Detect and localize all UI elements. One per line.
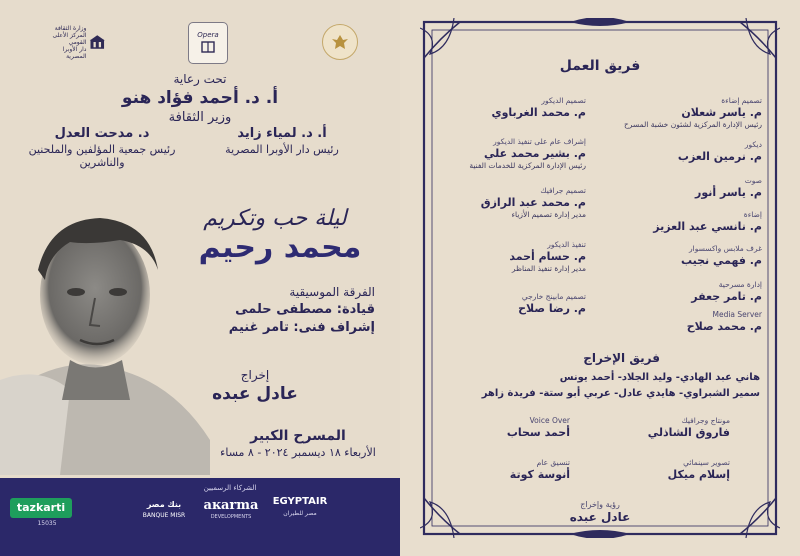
crew-desc: مدير إدارة تنفيذ المناظر [511, 264, 586, 273]
co-patron-role: رئيس جمعية المؤلفين والملحنين والناشرين [28, 143, 176, 169]
crew-item [597, 176, 762, 199]
directing-item [580, 416, 730, 439]
venue-block [208, 428, 388, 459]
crew-role: Media Server [712, 310, 762, 319]
crew-role: إضاءة [743, 210, 762, 219]
venue-date: الأربعاء ١٨ ديسمبر ٢٠٢٤ - ٨ مساء [220, 446, 376, 459]
culture-logo-line2: المركز الأعلى القومي [52, 31, 87, 46]
band-conductor: قيادة: مصطفى حلمى [235, 302, 375, 317]
eagle-shape-icon [330, 32, 350, 52]
crew-item [421, 186, 586, 219]
egyptair-logo: EGYPTAIR [272, 496, 328, 507]
crew-desc: مدير إدارة تصميم الأزياء [511, 210, 586, 219]
crew-name: م. محمد الغرباوي [491, 106, 586, 119]
co-patron-society [12, 126, 192, 169]
crew-name: م. محمد صلاح [686, 320, 762, 333]
opera-logo [188, 22, 228, 64]
final-credit-name: عادل عبده [569, 510, 631, 524]
crew-item [597, 310, 762, 333]
directing-item [420, 458, 570, 481]
co-patron-role: رئيس دار الأوبرا المصرية [225, 143, 339, 156]
directing-role: تصوير سينمائي [683, 458, 730, 467]
crew-item [421, 137, 586, 170]
crew-title: فريق العمل [559, 58, 641, 74]
opera-logo-label: Opera [197, 30, 219, 39]
directing-title: فريق الإخراج [583, 351, 660, 365]
crew-name: م. حسام أحمد [509, 250, 586, 263]
directing-name: إسلام ميكل [667, 468, 730, 481]
crew-name: م. تامر جعفر [691, 290, 762, 303]
venue-name: المسرح الكبير [250, 428, 346, 444]
final-credit [420, 500, 780, 524]
directing-name: أنوسة كوتة [509, 468, 570, 481]
directing-line: هاني عبد الهادي- وليد الجلاد- أحمد يونس [559, 372, 760, 383]
directing-name: أحمد سحاب [506, 426, 570, 439]
crew-role: ديكور [744, 140, 762, 149]
logo-bar [0, 18, 400, 68]
patron-block [0, 72, 400, 125]
band-label: الفرقة الموسيقية [289, 285, 375, 299]
crew-item [597, 140, 762, 163]
co-patron-name: د. مدحت العدل [54, 126, 150, 141]
patron-name: أ. د. أحمد فؤاد هنو [121, 88, 279, 108]
crew-name: م. نانسي عبد العزيز [653, 220, 762, 233]
crew-name: م. فهمي نجيب [680, 254, 762, 267]
crew-desc: رئيس الإدارة المركزية لشئون خشبة المسرح [623, 120, 762, 129]
direction-block [195, 368, 315, 404]
crew-role: إشراف عام على تنفيذ الديكور [493, 137, 586, 146]
crew-name: م. بشير محمد علي [484, 147, 586, 160]
egypt-eagle-icon [322, 24, 358, 60]
crew-role: صوت [744, 176, 762, 185]
crew-desc: رئيس الإدارة المركزية للخدمات الفنية [469, 161, 586, 170]
crew-item [597, 280, 762, 303]
tazkarti-logo: tazkarti [10, 498, 72, 518]
final-credit-role: رؤية وإخراج [580, 500, 620, 509]
ministry-culture-logo [46, 22, 106, 62]
crew-role: تصميم إضاءة [721, 96, 762, 105]
banque-misr-logo: BANQUE MISR [142, 512, 186, 519]
crew-item [597, 210, 762, 233]
crew-item [421, 240, 586, 273]
crew-role: تنفيذ الديكور [547, 240, 586, 249]
directing-item [420, 416, 570, 439]
crew-role: إدارة مسرحية [718, 280, 762, 289]
crew-item [597, 244, 762, 267]
directing-role: Voice Over [529, 416, 570, 425]
sponsor-footer [0, 478, 400, 556]
directing-role: مونتاج وجرافيك [681, 416, 730, 425]
crew-item [597, 96, 762, 129]
crew-name: م. ياسر أنور [695, 186, 762, 199]
banque-misr-arabic: بنك مصر [146, 500, 182, 509]
band-block [190, 285, 375, 335]
crew-name: م. نرمين العزب [677, 150, 762, 163]
akarma-sub: DEVELOPMENTS [210, 514, 252, 520]
crew-role: تصميم مابينج خارجي [521, 292, 586, 301]
culture-logo-line1: وزارة الثقافة [54, 24, 87, 32]
directing-item [580, 458, 730, 481]
crew-item [421, 292, 586, 315]
directing-name: فاروق الشاذلي [647, 426, 730, 439]
crew-role: غرف ملابس واكسسوار [689, 244, 762, 253]
direction-name: عادل عبده [212, 384, 298, 404]
artist-name: محمد رحيم [198, 230, 362, 265]
crew-role: تصميم الديكور [541, 96, 586, 105]
direction-label: إخراج [240, 368, 270, 382]
akarma-logo: aĸarma [203, 498, 259, 513]
egyptair-sub: مصر للطيران [283, 510, 317, 517]
co-patron-name: أ. د. لمياء زايد [237, 126, 327, 141]
sponsors-label: الشركاء الرسميين [203, 484, 257, 492]
band-technical: إشراف فنى: تامر غنيم [228, 320, 375, 335]
patron-role: وزير الثقافة [168, 110, 232, 125]
crew-name: م. محمد عبد الرازق [480, 196, 586, 209]
culture-emblem-icon [89, 31, 106, 53]
crew-role: تصميم جرافيك [540, 186, 586, 195]
tazkarti-hotline: 15035 [37, 520, 57, 527]
crew-name: م. رضا صلاح [518, 302, 586, 315]
patron-label: تحت رعاية [173, 72, 227, 86]
opera-book-icon [200, 39, 216, 55]
culture-logo-line3: دار الأوبرا المصرية [62, 45, 87, 60]
crew-item [421, 96, 586, 119]
co-patron-opera [192, 126, 372, 156]
event-script-title: ليلة حب وتكريم [203, 206, 347, 231]
directing-role: تنسيق عام [536, 458, 570, 467]
crew-name: م. ياسر شعلان [681, 106, 762, 119]
directing-line: سمير الشبراوي- هايدي عادل- عربي أبو ستة- فريدة زاهر [481, 388, 760, 399]
